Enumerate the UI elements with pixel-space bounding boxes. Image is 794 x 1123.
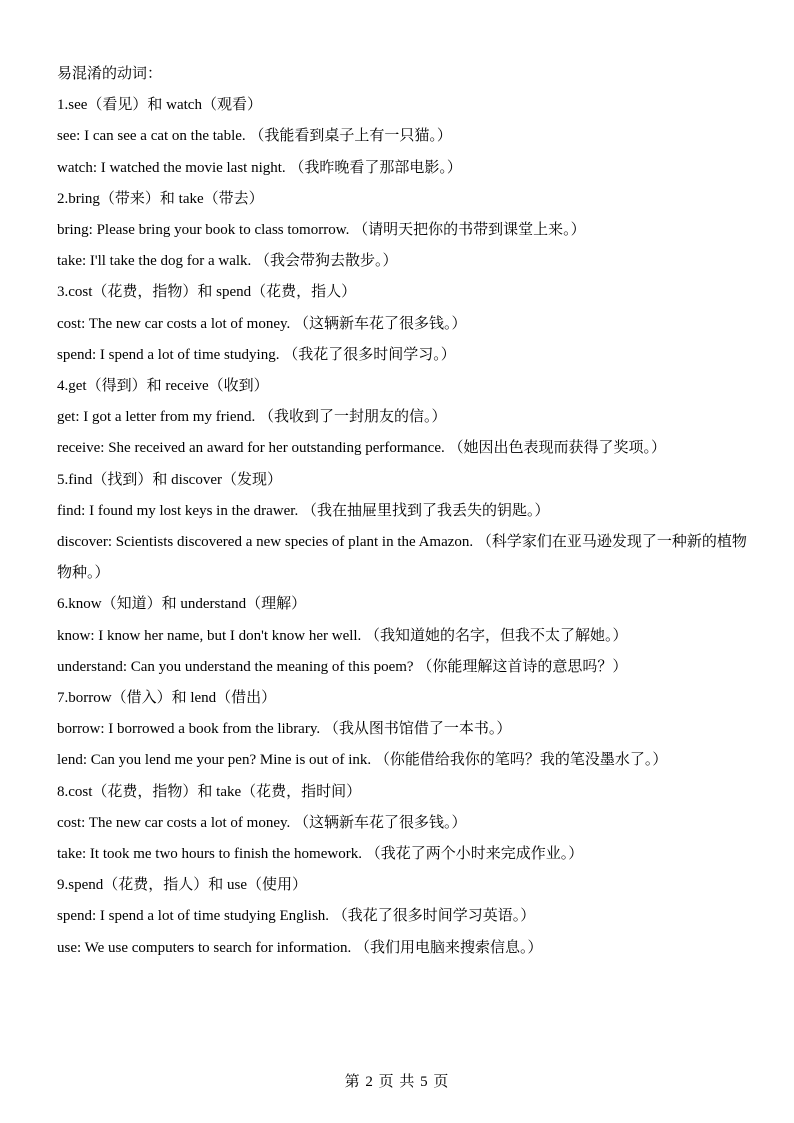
pair-title: 2.bring（带来）和 take（带去） bbox=[57, 190, 264, 207]
example-sentence: understand: Can you understand the meaning of this poem? （你能理解这首诗的意思吗？） bbox=[57, 658, 628, 675]
example-sentence: take: I'll take the dog for a walk. （我会带狗去散步。） bbox=[57, 253, 398, 270]
example-sentence: discover: Scientists discovered a new species of plant in the Amazon. （科学家们在亚马逊发现了一种新的植物物种。） bbox=[57, 534, 747, 582]
pair-title: 1.see（看见）和 watch（观看） bbox=[57, 97, 262, 114]
pair-title: 8.cost（花费，指物）和 take（花费，指时间） bbox=[57, 783, 362, 800]
section-heading: 易混淆的动词： bbox=[57, 66, 163, 82]
document-body bbox=[57, 59, 747, 964]
example-sentence: get: I got a letter from my friend. （我收到了一封朋友的信。） bbox=[57, 409, 447, 426]
pair-title: 4.get（得到）和 receive（收到） bbox=[57, 378, 269, 395]
pair-title: 7.borrow（借入）和 lend（借出） bbox=[57, 690, 277, 707]
example-sentence: lend: Can you lend me your pen? Mine is out of ink. （你能借给我你的笔吗？我的笔没墨水了。） bbox=[57, 752, 668, 769]
page-number-footer: 第 2 页 共 5 页 bbox=[344, 1074, 450, 1090]
example-sentence: use: We use computers to search for information. （我们用电脑来搜索信息。） bbox=[57, 939, 543, 956]
pair-title: 9.spend（花费，指人）和 use（使用） bbox=[57, 877, 307, 894]
pair-title: 3.cost（花费，指物）和 spend（花费，指人） bbox=[57, 284, 357, 301]
pair-title: 6.know（知道）和 understand（理解） bbox=[57, 596, 307, 613]
example-sentence: see: I can see a cat on the table. （我能看到桌子上有一只猫。） bbox=[57, 128, 452, 145]
example-sentence: know: I know her name, but I don't know her well. （我知道她的名字，但我不太了解她。） bbox=[57, 627, 628, 644]
example-sentence: borrow: I borrowed a book from the library. （我从图书馆借了一本书。） bbox=[57, 721, 512, 738]
pair-title: 5.find（找到）和 discover（发现） bbox=[57, 471, 282, 488]
example-sentence: spend: I spend a lot of time studying English. （我花了很多时间学习英语。） bbox=[57, 908, 536, 925]
example-sentence: spend: I spend a lot of time studying. （我花了很多时间学习。） bbox=[57, 346, 456, 363]
example-sentence: bring: Please bring your book to class tomorrow. （请明天把你的书带到课堂上来。） bbox=[57, 222, 586, 239]
example-sentence: cost: The new car costs a lot of money. （这辆新车花了很多钱。） bbox=[57, 315, 467, 332]
example-sentence: take: It took me two hours to finish the homework. （我花了两个小时来完成作业。） bbox=[57, 846, 584, 863]
example-sentence: watch: I watched the movie last night. （我昨晚看了那部电影。） bbox=[57, 159, 462, 176]
example-sentence: find: I found my lost keys in the drawer. （我在抽屉里找到了我丢失的钥匙。） bbox=[57, 502, 550, 519]
example-sentence: cost: The new car costs a lot of money. （这辆新车花了很多钱。） bbox=[57, 814, 467, 831]
example-sentence: receive: She received an award for her outstanding performance. （她因出色表现而获得了奖项。） bbox=[57, 440, 666, 457]
